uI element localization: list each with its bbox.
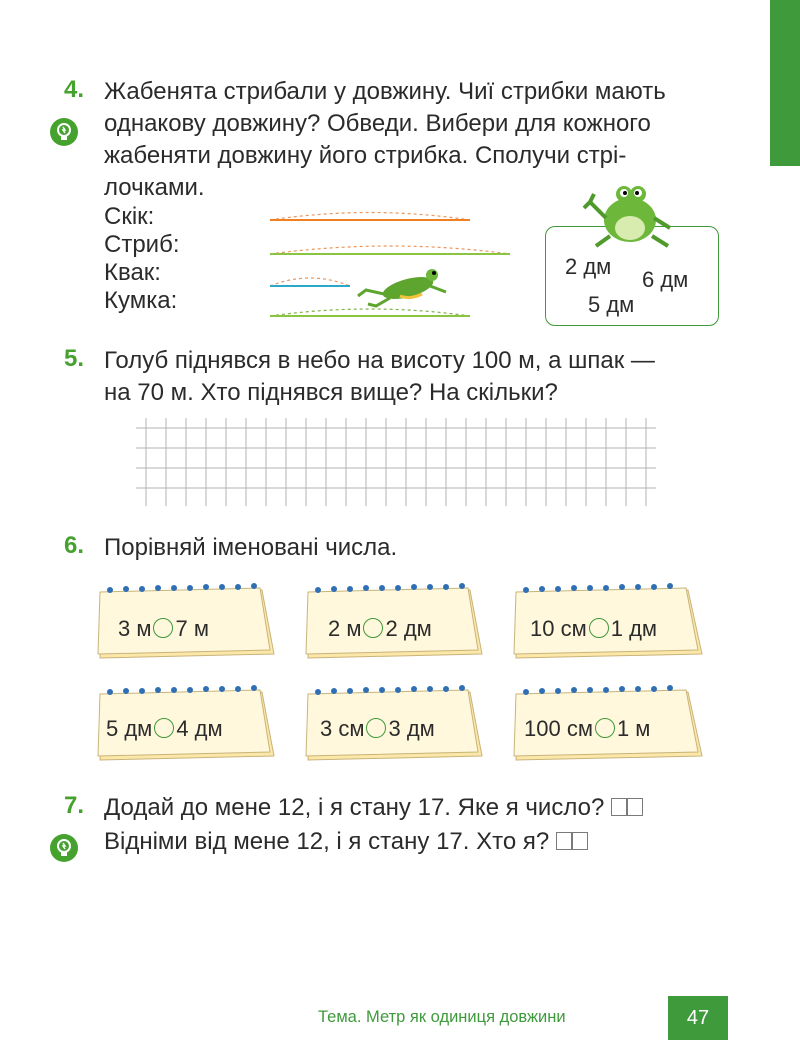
chapter-tab — [770, 0, 800, 166]
jump-lines — [260, 200, 530, 330]
jump-arc-kvak — [270, 278, 350, 286]
task-6-title: Порівняй іменовані числа. — [104, 534, 398, 561]
jump-arc-skik — [270, 213, 470, 221]
task-4-line-1: Жабенята стрибали у довжину. Чиї стрибки мають — [104, 78, 666, 105]
task-4-line-3: жабеняти довжину його стрибка. Сполучи стрі- — [104, 142, 627, 169]
answer-cell[interactable] — [556, 832, 572, 850]
task-7-line-1: Додай до мене 12, і я стану 17. Яке я число? — [104, 792, 643, 824]
compare-expression: 10 см 1 дм — [530, 616, 658, 641]
compare-expression: 3 м 7 м — [118, 616, 209, 641]
jumping-frog-icon — [358, 269, 446, 306]
task-6-number: 6. — [64, 532, 85, 559]
task-4-line-2: однакову довжину? Обведи. Вибери для кожного — [104, 110, 651, 137]
task-7-line-2: Відніми від мене 12, і я стану 17. Хто я? — [104, 826, 588, 858]
page-number: 47 — [668, 996, 728, 1040]
lightbulb-icon — [50, 118, 78, 146]
compare-circle[interactable] — [154, 718, 174, 738]
compare-expression: 3 см 3 дм — [320, 716, 435, 741]
footer-topic: Тема. Метр як одиниця довжини — [318, 1008, 566, 1026]
frog-name-kvak: Квак: — [104, 259, 161, 286]
task-5-line-1: Голуб піднявся в небо на висоту 100 м, а шпак — — [104, 347, 655, 374]
compare-card — [92, 682, 276, 764]
jump-arc-kumka — [270, 309, 470, 316]
answer-cell[interactable] — [627, 798, 643, 816]
option-6dm[interactable]: 6 дм — [642, 267, 689, 292]
compare-card — [508, 682, 704, 764]
compare-circle[interactable] — [589, 618, 609, 638]
compare-expression: 2 м 2 дм — [328, 616, 432, 641]
answer-grid[interactable] — [136, 418, 656, 506]
lightbulb-icon — [50, 834, 78, 862]
task-4-number: 4. — [64, 76, 85, 103]
compare-circle[interactable] — [363, 618, 383, 638]
task-5-number: 5. — [64, 345, 85, 372]
compare-expression: 5 дм 4 дм — [106, 716, 223, 741]
task-5-line-2: на 70 м. Хто піднявся вище? На скільки? — [104, 379, 558, 406]
compare-card — [92, 580, 276, 662]
compare-card — [300, 682, 484, 764]
frog-name-stryb: Стриб: — [104, 231, 180, 258]
task-7-number: 7. — [64, 792, 85, 819]
compare-card — [508, 580, 704, 662]
answer-cell[interactable] — [572, 832, 588, 850]
task-4-line-4: лочками. — [104, 174, 205, 201]
sitting-frog-icon — [576, 178, 676, 250]
option-5dm[interactable]: 5 дм — [588, 292, 635, 317]
compare-circle[interactable] — [595, 718, 615, 738]
frog-name-skik: Скік: — [104, 203, 155, 230]
compare-circle[interactable] — [153, 618, 173, 638]
compare-card — [300, 580, 484, 662]
option-2dm[interactable]: 2 дм — [565, 254, 612, 279]
compare-circle[interactable] — [366, 718, 386, 738]
jump-arc-stryb — [270, 246, 510, 254]
compare-expression: 100 см 1 м — [524, 716, 651, 741]
answer-cell[interactable] — [611, 798, 627, 816]
frog-name-kumka: Кумка: — [104, 287, 178, 314]
